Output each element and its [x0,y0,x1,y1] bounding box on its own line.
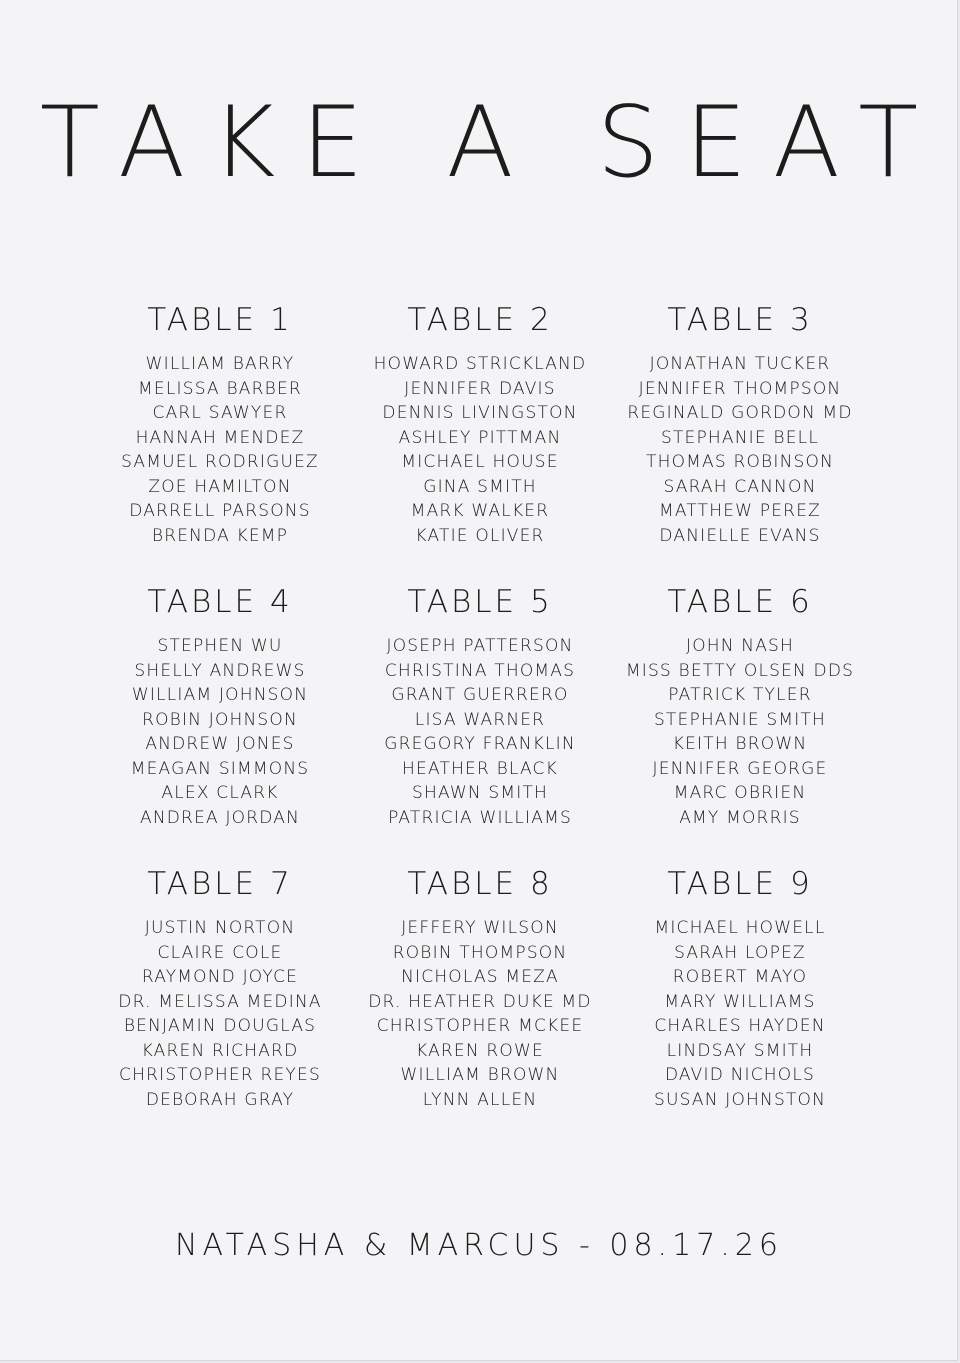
guest-name: JONATHAN TUCKER [649,354,831,374]
guest-name: CHRISTINA THOMAS [384,660,576,681]
guest-name: KAREN RICHARD [141,1040,299,1061]
guest-name: DENNIS LIVINGSTON [382,403,578,423]
guest-name: WILLIAM JOHNSON [131,685,309,705]
guest-list [350,634,610,830]
table-block [350,300,610,582]
guest-name: ROBIN JOHNSON [142,709,298,730]
guest-name: NICHOLAS MEZA [401,967,559,987]
guest-name: JENNIFER THOMPSON [638,378,842,399]
table-block [610,582,870,864]
guest-name: ROBIN THOMPSON [392,942,568,963]
guest-list [350,352,610,548]
guest-list [610,916,870,1112]
guest-name: THOMAS ROBINSON [646,452,834,472]
guest-name: KEITH BROWN [672,734,808,754]
guest-name: DR. HEATHER DUKE MD [368,991,592,1012]
guest-name: SARAH CANNON [663,476,817,497]
guest-name: ANDREA JORDAN [140,807,300,828]
guest-name: RAYMOND JOYCE [141,967,299,987]
guest-name: ROBERT MAYO [672,967,808,987]
guest-name: JOSEPH PATTERSON [386,636,574,656]
table-block [610,300,870,582]
guest-name: DAVID NICHOLS [664,1065,816,1085]
table-block [350,582,610,864]
guest-name: KATIE OLIVER [415,525,545,546]
guest-name: ALEX CLARK [161,783,279,803]
page-title: TAKE A SEAT [39,86,945,200]
guest-list [90,916,350,1112]
guest-name: STEPHANIE SMITH [653,709,827,730]
guest-list [610,634,870,830]
guest-name: DEBORAH GRAY [145,1089,295,1110]
guest-name: WILLIAM BROWN [400,1065,560,1085]
guest-name: DANIELLE EVANS [659,525,821,546]
table-name: TABLE 9 [667,866,813,902]
guest-name: REGINALD GORDON MD [627,403,853,423]
guest-name: GREGORY FRANKLIN [384,734,576,754]
guest-name: SHELLY ANDREWS [134,660,306,681]
guest-list [90,352,350,548]
guest-name: MARK WALKER [410,501,550,521]
guest-name: DR. MELISSA MEDINA [118,991,322,1012]
guest-name: SUSAN JOHNSTON [653,1089,827,1110]
guest-list [90,634,350,830]
guest-name: HEATHER BLACK [402,758,558,779]
table-block [90,300,350,582]
table-name: TABLE 8 [407,866,553,902]
guest-name: SHAWN SMITH [411,783,549,803]
guest-name: MICHAEL HOUSE [401,452,559,472]
table-name: TABLE 1 [147,302,293,338]
guest-name: LYNN ALLEN [422,1089,538,1110]
table-name: TABLE 7 [147,866,293,902]
guest-name: SAMUEL RODRIGUEZ [121,452,319,472]
guest-list [610,352,870,548]
table-name: TABLE 2 [407,302,553,338]
table-name: TABLE 4 [147,584,293,620]
guest-name: CHRISTOPHER MCKEE [376,1016,584,1036]
guest-name: CARL SAWYER [152,403,288,423]
guest-name: BENJAMIN DOUGLAS [123,1016,317,1036]
guest-name: LINDSAY SMITH [666,1040,814,1061]
guest-name: CHARLES HAYDEN [654,1016,826,1036]
table-block [90,582,350,864]
guest-name: CHRISTOPHER REYES [119,1065,321,1085]
guest-name: STEPHEN WU [157,636,283,656]
table-name: TABLE 6 [667,584,813,620]
guest-name: MATTHEW PEREZ [659,501,821,521]
couple-names-date: NATASHA & MARCUS - 08.17.26 [175,1228,783,1263]
guest-name: KAREN ROWE [416,1040,544,1061]
guest-name: ANDREW JONES [145,734,295,754]
guest-name: JEFFERY WILSON [401,918,559,938]
guest-name: GRANT GUERRERO [391,685,569,705]
guest-name: AMY MORRIS [679,807,801,828]
guest-name: MARC OBRIEN [673,783,807,803]
guest-name: WILLIAM BARRY [145,354,295,374]
guest-name: PATRICIA WILLIAMS [388,807,572,828]
guest-name: STEPHANIE BELL [660,427,820,448]
guest-name: DARRELL PARSONS [129,501,311,521]
guest-name: MISS BETTY OLSEN DDS [625,660,855,681]
guest-name: ZOE HAMILTON [148,476,292,497]
tables-grid [90,300,870,1146]
guest-name: SARAH LOPEZ [674,942,806,963]
guest-list [350,916,610,1112]
guest-name: MELISSA BARBER [138,378,302,399]
guest-name: HANNAH MENDEZ [135,427,305,448]
guest-name: ASHLEY PITTMAN [398,427,562,448]
guest-name: MARY WILLIAMS [664,991,816,1012]
table-name: TABLE 5 [407,584,553,620]
table-block [350,864,610,1146]
guest-name: MICHAEL HOWELL [654,918,826,938]
guest-name: JENNIFER GEORGE [652,758,828,779]
guest-name: LISA WARNER [414,709,546,730]
guest-name: JENNIFER DAVIS [404,378,556,399]
guest-name: JOHN NASH [685,636,795,656]
table-block [90,864,350,1146]
guest-name: GINA SMITH [423,476,537,497]
table-name: TABLE 3 [667,302,813,338]
guest-name: PATRICK TYLER [668,685,812,705]
guest-name: JUSTIN NORTON [144,918,296,938]
guest-name: CLAIRE COLE [157,942,283,963]
table-block [610,864,870,1146]
guest-name: BRENDA KEMP [151,525,289,546]
guest-name: MEAGAN SIMMONS [130,758,310,779]
guest-name: HOWARD STRICKLAND [373,354,587,374]
